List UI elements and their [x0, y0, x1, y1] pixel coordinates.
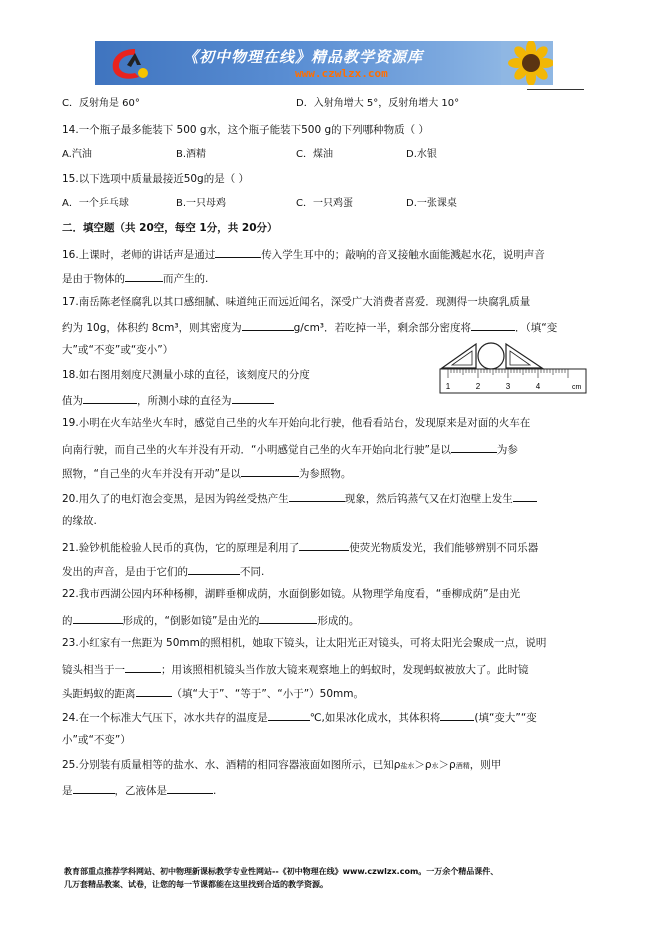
- ball: [478, 343, 504, 369]
- q17-line3: 大”或“不变”或“变小”）: [62, 344, 174, 356]
- q20-blank-1[interactable]: [289, 490, 345, 502]
- q16-text-b: 传入学生耳中的；敲响的音叉接触水面能溅起水花，说明声音: [261, 249, 545, 261]
- q19-line1: 19.小明在火车站坐火车时，感觉自己坐的火车开始向北行驶，他看看站台，发现原来是对面的火车在: [62, 417, 531, 429]
- banner-title: 《初中物理在线》精品教学资源库: [183, 48, 424, 66]
- q21-text-a: 21.验钞机能检验人民币的真伪，它的原理是利用了: [62, 542, 300, 554]
- q16-text-c: 是由于物体的: [62, 273, 125, 285]
- q20-blank-2[interactable]: [513, 490, 537, 502]
- q25-sub-alcohol: 酒精: [455, 762, 470, 770]
- q16-line2: [62, 270, 208, 286]
- ruler-label-4: 4: [535, 382, 541, 391]
- q24-text-c: (填“变大”“变: [474, 712, 537, 724]
- banner-url[interactable]: www.czwlzx.com: [295, 67, 388, 80]
- ruler-ball-figure: [438, 338, 588, 394]
- q20-line1: [62, 490, 537, 506]
- q25-line1: [62, 758, 501, 773]
- q19-text-b: 为参: [496, 444, 518, 456]
- q25-text-e: .: [213, 785, 217, 797]
- q14-text: 14.一个瓶子最多能装下 500 g水，这个瓶子能装下500 g的下列哪种物质（ ）: [62, 124, 429, 136]
- q15-text: 15.以下选项中质量最接近50g的是（ ）: [62, 173, 250, 185]
- q23-blank-1[interactable]: [125, 661, 161, 673]
- q15-option-b: B.一只母鸡: [176, 198, 227, 209]
- stylized-c-logo-icon: [105, 45, 153, 83]
- q21-blank-1[interactable]: [299, 539, 349, 551]
- q24-text-b: ℃,如果冰化成水，其体积将: [309, 712, 441, 724]
- q17-blank-2[interactable]: [471, 319, 515, 331]
- q25-line2: [62, 782, 216, 798]
- q18-blank-2[interactable]: [232, 392, 274, 404]
- q25-sub-saltwater: 盐水: [400, 762, 415, 770]
- ruler-label-3: 3: [505, 382, 511, 391]
- q24-blank-2[interactable]: [440, 709, 474, 721]
- q17-line1: 17.南岳陈老怪腐乳以其口感细腻、味道纯正而远近闻名，深受广大消费者喜爱．现测得一块腐乳质量: [62, 296, 531, 308]
- left-set-square: [442, 344, 476, 368]
- q18-blank-1[interactable]: [83, 392, 137, 404]
- q21-text-b: 使荧光物质发光，我们能够辨别不同乐器: [349, 542, 539, 554]
- q16-text-d: 而产生的.: [163, 273, 209, 285]
- q21-line2: [62, 563, 264, 579]
- q14-option-d: D.水银: [406, 149, 437, 160]
- q25-blank-1[interactable]: [73, 782, 115, 794]
- footer-line1: 教育部重点推荐学科网站、初中物理新课标教学专业性网站--《初中物理在线》www.czwlzx.com。一万余个精品课件、: [64, 867, 499, 876]
- q18-text-b: ，所测小球的直径为: [137, 395, 232, 407]
- q17-text-c: ．（填“变: [515, 322, 558, 334]
- q22-blank-1[interactable]: [73, 612, 123, 624]
- ruler-label-2: 2: [475, 382, 481, 391]
- q17-text-a: 约为 10g，体积约 8cm³，则其密度为: [62, 322, 242, 334]
- q16-blank-2[interactable]: [125, 270, 163, 282]
- q15-option-a: A．一个乒乓球: [62, 198, 129, 209]
- header-banner: [95, 41, 553, 85]
- section-title-fill-blank: 二．填空题（共 20空，每空 1分，共 20分）: [62, 222, 278, 234]
- q20-text-b: 现象，然后钨蒸气又在灯泡壁上发生: [344, 493, 513, 505]
- q14-option-b: B.酒精: [176, 149, 207, 160]
- q13-option-d: D．入射角增大 5°，反射角增大 10°: [296, 98, 460, 109]
- q19-text-a: 向南行驶，而自己坐的火车并没有开动．“小明感觉自己坐的火车开始向北行驶”是以: [62, 444, 451, 456]
- q19-blank-1[interactable]: [451, 441, 497, 453]
- q25-gt-1: ＞ρ: [414, 759, 432, 771]
- q25-gt-2: ＞ρ: [438, 759, 456, 771]
- q25-text-b: ，则甲: [469, 759, 502, 771]
- q23-line3: [62, 685, 364, 701]
- q19-text-c: 照物，“自己坐的火车并没有开动”是以: [62, 468, 241, 480]
- q23-text-b: ；用该照相机镜头当作放大镜来观察地上的蚂蚁时，发现蚂蚁被放大了。此时镜: [161, 664, 529, 676]
- q25-sub-water: 水: [431, 762, 439, 770]
- q14-option-a: A.汽油: [62, 149, 92, 160]
- footer-line2: 几万套精品教案、试卷，让您的每一节课都能在这里找到合适的教学资源。: [64, 880, 328, 889]
- q17-text-b: g/cm³．若吃掉一半，剩余部分密度将: [293, 322, 472, 334]
- q15-option-c: C．一只鸡蛋: [296, 198, 353, 209]
- q13-option-c: C．反射角是 60°: [62, 98, 140, 109]
- q16-blank-1[interactable]: [215, 246, 261, 258]
- q22-line1: 22.我市西湖公园内环种杨柳，湖畔垂柳成荫，水面倒影如镜。从物理学角度看，“垂柳成荫”是由光: [62, 588, 521, 600]
- q21-line1: [62, 539, 538, 555]
- ruler-body: [440, 369, 586, 393]
- q19-blank-2[interactable]: [241, 465, 299, 477]
- q17-line2: [62, 319, 557, 335]
- q25-text-a: 25.分别装有质量相等的盐水、水、酒精的相同容器液面如图所示，已知ρ: [62, 759, 401, 771]
- q18-line1: 18.如右图用刻度尺测量小球的直径，该刻度尺的分度: [62, 369, 310, 381]
- ruler-unit: cm: [572, 384, 582, 391]
- right-set-square: [506, 344, 542, 368]
- header-rule: [527, 89, 584, 90]
- q17-blank-1[interactable]: [242, 319, 294, 331]
- q18-text-a: 值为: [62, 395, 83, 407]
- q25-text-c: 是: [62, 785, 73, 797]
- q16-line1: [62, 246, 545, 262]
- q25-blank-2[interactable]: [167, 782, 213, 794]
- q20-text-a: 20.用久了的电灯泡会变黑，是因为钨丝受热产生: [62, 493, 289, 505]
- q22-text-a: 的: [62, 615, 73, 627]
- q23-text-d: （填“大于”、“等于”、“小于”）50mm。: [171, 688, 364, 700]
- sunflower-icon: [501, 41, 553, 85]
- q23-line1: 23.小红家有一焦距为 50mm的照相机，她取下镜头，让太阳光正对镜头，可将太阳光会聚成一点，说明: [62, 637, 547, 649]
- q19-line3: [62, 465, 351, 481]
- q21-text-d: 不同.: [240, 566, 265, 578]
- q24-line1: [62, 709, 537, 725]
- q16-text-a: 16.上课时，老师的讲话声是通过: [62, 249, 216, 261]
- q22-text-c: 形成的。: [317, 615, 360, 627]
- q24-text-a: 24.在一个标准大气压下，冰水共存的温度是: [62, 712, 268, 724]
- q23-blank-2[interactable]: [136, 685, 172, 697]
- q20-line2: 的缘故.: [62, 515, 97, 527]
- q15-option-d: D.一张课桌: [406, 198, 457, 209]
- q23-line2: [62, 661, 529, 677]
- q19-line2: [62, 441, 518, 457]
- q22-text-b: 形成的，“倒影如镜”是由光的: [122, 615, 260, 627]
- q14-option-c: C．煤油: [296, 149, 333, 160]
- q25-text-d: ，乙液体是: [114, 785, 167, 797]
- q24-line2: 小”或“不变”）: [62, 734, 131, 746]
- q23-text-c: 头距蚂蚁的距离: [62, 688, 136, 700]
- q24-blank-1[interactable]: [268, 709, 310, 721]
- q23-text-a: 镜头相当于一: [62, 664, 125, 676]
- q22-blank-2[interactable]: [259, 612, 317, 624]
- q19-text-d: 为参照物。: [298, 468, 352, 480]
- q22-line2: [62, 612, 359, 628]
- q18-line2: [62, 392, 274, 408]
- q21-text-c: 发出的声音，是由于它们的: [62, 566, 188, 578]
- ruler-label-1: 1: [445, 382, 451, 391]
- q21-blank-2[interactable]: [188, 563, 240, 575]
